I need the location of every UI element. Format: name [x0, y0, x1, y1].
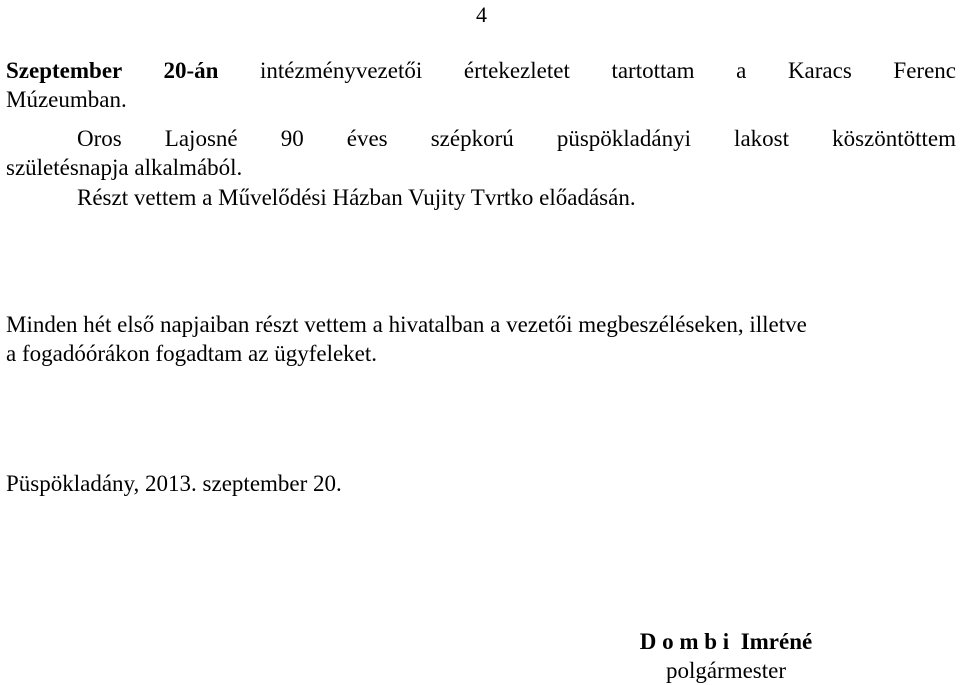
meeting-text: intézményvezetői értekezletet tartottam a Karacs Ferenc — [218, 58, 956, 83]
paragraph-weekly-meetings-line-1: Minden hét első napjaiban részt vettem a hivatalban a vezetői megbeszéléseken, illetve — [6, 312, 807, 337]
paragraph-weekly-meetings-line-2: a fogadóórákon fogadtam az ügyfeleket. — [6, 341, 378, 366]
paragraph-birthday-line-2: születésnapja alkalmából. — [6, 155, 243, 180]
place-date-text: Püspökladány, 2013. szeptember 20. — [6, 471, 342, 496]
paragraph-lecture-line-1: Részt vettem a Művelődési Házban Vujity Tvrtko előadásán. — [77, 185, 636, 210]
date-bold: Szeptember 20-án — [6, 58, 219, 83]
page-number: 4 — [476, 2, 487, 27]
paragraph-museum-meeting-line-1 — [6, 56, 956, 85]
paragraph-weekly-meetings — [6, 310, 956, 368]
paragraph-birthday-line-1: Oros Lajosné 90 éves szépkorú püspökladányi lakost köszöntöttem — [77, 126, 956, 151]
signature-block — [620, 627, 832, 685]
signature-title: polgármester — [665, 658, 787, 683]
paragraph-museum-meeting-line-2: Múzeumban. — [6, 87, 127, 112]
place-date — [6, 469, 956, 498]
paragraph-birthday — [6, 124, 956, 182]
paragraph-museum-meeting — [6, 56, 956, 114]
paragraph-lecture — [6, 183, 956, 212]
signature-name: D o m b i Imréné — [639, 629, 813, 654]
